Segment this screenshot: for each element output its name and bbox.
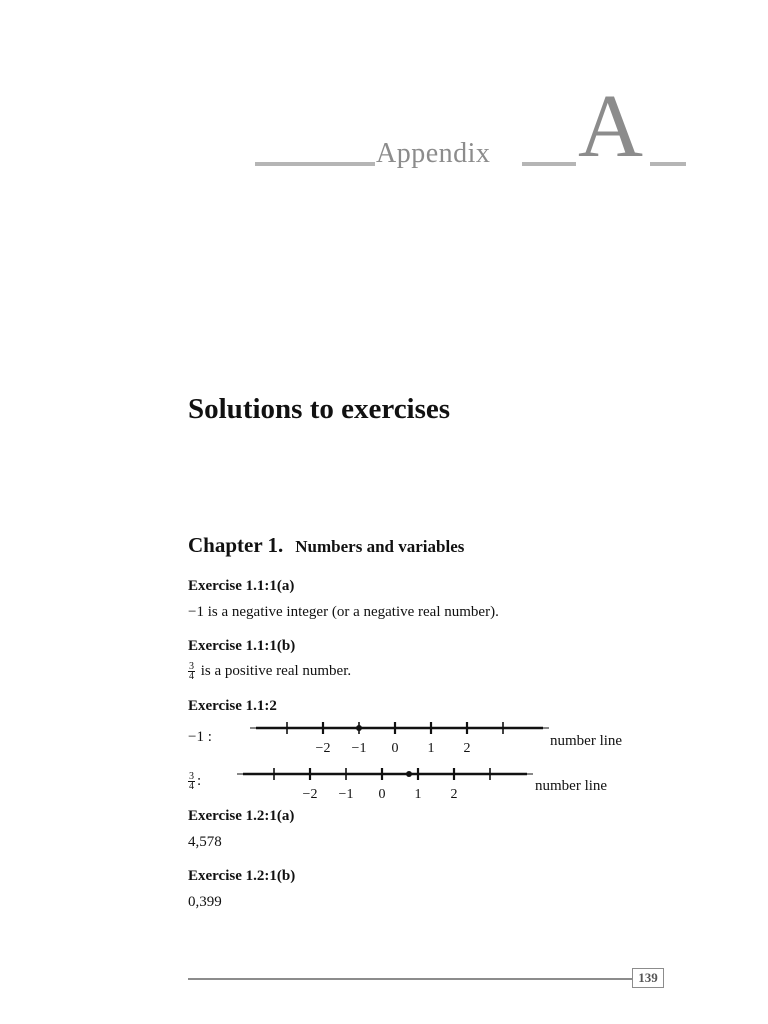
number-line [245,718,555,754]
number-line-tick-label: −1 [351,741,367,756]
number-line-side-label: −1 : [188,729,212,745]
number-line-tick-label: 0 [378,787,386,802]
exercise-title: Exercise 1.1:1(a) [188,578,295,594]
appendix-rule-left [255,162,375,166]
exercise-title: Exercise 1.2:1(a) [188,808,295,824]
page-title: Solutions to exercises [188,393,451,425]
exercise-answer [188,662,351,681]
number-line-tick-label: 1 [414,787,422,802]
footer-rule [188,978,632,980]
page-number: 139 [632,968,664,988]
exercise-answer: 0,399 [188,894,222,910]
number-line-tick-label: −1 [338,787,354,802]
exercise-title: Exercise 1.1:1(b) [188,638,296,654]
number-line-tick-label: −2 [315,741,331,756]
exercise-answer: 4,578 [188,834,222,850]
fraction [188,662,195,681]
number-line-label: number line [535,778,608,794]
side-suffix: : [197,772,202,789]
appendix-word: Appendix [376,138,491,169]
chapter-name: Numbers and variables [295,537,465,556]
exercise-answer-text: is a positive real number. [200,662,352,679]
fraction-numerator: 3 [189,771,194,782]
number-line-tick-label: −2 [302,787,318,802]
number-line-point [356,725,362,731]
exercise-title: Exercise 1.2:1(b) [188,868,296,884]
fraction-denominator: 4 [189,671,194,682]
number-line-point [406,771,412,777]
appendix-letter: A [578,77,643,176]
exercise-answer: −1 is a negative integer (or a negative real number). [188,604,499,620]
chapter-number: Chapter 1. [188,533,284,557]
number-line-label: number line [550,733,623,749]
appendix-rule-right [650,162,686,166]
number-line-tick-label: 2 [463,741,471,756]
exercise-title: Exercise 1.1:2 [188,698,277,714]
fraction-numerator: 3 [189,661,194,672]
appendix-rule-middle [522,162,576,166]
fraction [188,772,195,791]
number-line-side-label [188,772,201,791]
chapter-heading [188,533,464,558]
number-line-tick-label: 0 [391,741,399,756]
fraction-denominator: 4 [189,781,194,792]
number-line [232,764,542,800]
number-line-tick-label: 1 [427,741,435,756]
number-line-tick-label: 2 [450,787,458,802]
